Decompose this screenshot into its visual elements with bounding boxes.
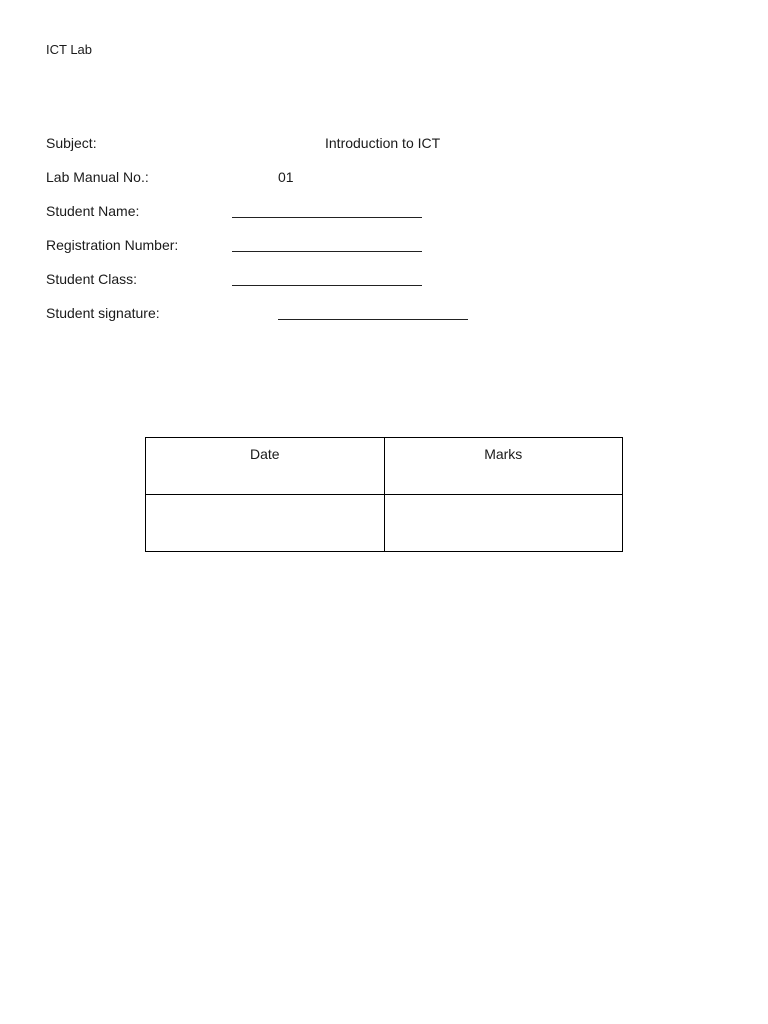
subject-value: Introduction to ICT [325,135,441,151]
document-header: ICT Lab [46,42,93,57]
marks-column-header: Marks [384,438,623,495]
date-marks-table [145,437,623,552]
student-signature-label: Student signature: [46,305,160,321]
lab-manual-label: Lab Manual No.: [46,169,149,185]
registration-number-label: Registration Number: [46,237,179,253]
student-signature-blank-line [278,319,468,320]
marks-cell [384,495,623,552]
table-row [146,495,623,552]
lab-manual-value: 01 [278,169,294,185]
registration-number-blank-line [232,251,422,252]
student-class-label: Student Class: [46,271,138,287]
student-class-blank-line [232,285,422,286]
subject-label: Subject: [46,135,97,151]
student-name-blank-line [232,217,422,218]
table-header-row [146,438,623,495]
date-cell [146,495,385,552]
date-column-header: Date [146,438,385,495]
student-name-label: Student Name: [46,203,140,219]
